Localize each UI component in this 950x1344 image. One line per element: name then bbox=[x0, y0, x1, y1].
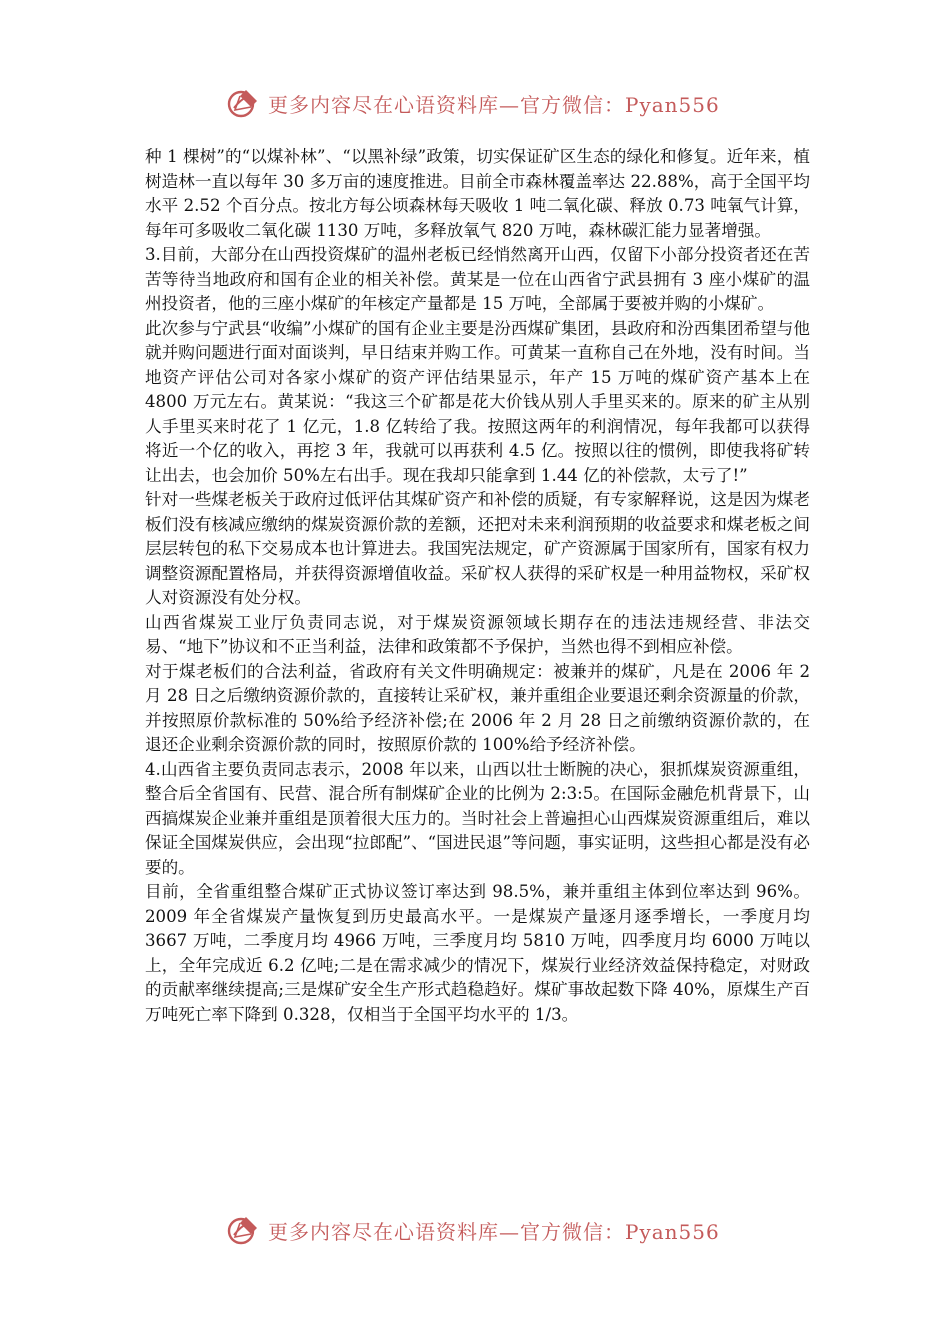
brush-pen-logo-icon bbox=[226, 1213, 260, 1247]
brush-pen-logo-icon bbox=[226, 86, 260, 120]
paragraph: 4.山西省主要负责同志表示，2008 年以来，山西以壮士断腕的决心，狠抓煤炭资源重组，整合后全省国有、民营、混合所有制煤矿企业的比例为 2:3:5。在国际金融危机背景下，山西搞煤炭企业兼并重组是顶着很大压力的。当时社会上普遍担心山西煤炭资源重组后，难以保证全国煤炭供应，会出现“拉郎配”、“国进民退”等问题，事实证明，这些担心都是没有必要的。 bbox=[145, 759, 810, 877]
paragraph: 此次参与宁武县“收编”小煤矿的国有企业主要是汾西煤矿集团，县政府和汾西集团希望与他就并购问题进行面对面谈判，早日结束并购工作。可黄某一直称自己在外地，没有时间。当地资产评估公司对各家小煤矿的资产评估结果显示，年产 15 万吨的煤矿资产基本上在 4800 万元左右。黄某说：“我这三个矿都是花大价钱从别人手里买来的。原来的矿主从别人手里买来时花了 1 亿元，1.8 亿转给了我。按照这两年的利润情况，每年我都可以获得将近一个亿的收入，再挖 3 年，我就可以再获利 4.5 亿。按照以往的惯例，即使我将矿转让出去，也会加价 50%左右出手。现在我却只能拿到 1.44 亿的补偿款，太亏了!” bbox=[145, 318, 810, 485]
paragraph: 目前，全省重组整合煤矿正式协议签订率达到 98.5%，兼并重组主体到位率达到 96%。2009 年全省煤炭产量恢复到历史最高水平。一是煤炭产量逐月逐季增长，一季度月均 3667 万吨，二季度月均 4966 万吨，三季度月均 5810 万吨，四季度月均 6000 万吨以上，全年完成近 6.2 亿吨;二是在需求减少的情况下，煤炭行业经济效益保持稳定，对财政的贡献率继续提高;三是煤矿安全生产形式趋稳趋好。煤矿事故起数下降 40%，原煤生产百万吨死亡率下降到 0.328，仅相当于全国平均水平的 1/3。 bbox=[145, 882, 810, 1024]
article-body bbox=[145, 145, 810, 1027]
paragraph: 对于煤老板们的合法利益，省政府有关文件明确规定：被兼并的煤矿，凡是在 2006 年 2 月 28 日之后缴纳资源价款的，直接转让采矿权，兼并重组企业要退还剩余资源量的价款，并按照原价款标准的 50%给予经济补偿;在 2006 年 2 月 28 日之前缴纳资源价款的，在退还企业剩余资源价款的同时，按照原价款的 100%给予经济补偿。 bbox=[145, 661, 810, 754]
paragraph: 针对一些煤老板关于政府过低评估其煤矿资产和补偿的质疑，有专家解释说，这是因为煤老板们没有核减应缴纳的煤炭资源价款的差额，还把对未来利润预期的收益要求和煤老板之间层层转包的私下交易成本也计算进去。我国宪法规定，矿产资源属于国家所有，国家有权力调整资源配置格局，并获得资源增值收益。采矿权人获得的采矿权是一种用益物权，采矿权人对资源没有处分权。 bbox=[145, 490, 810, 607]
paragraph: 3.目前，大部分在山西投资煤矿的温州老板已经悄然离开山西，仅留下小部分投资者还在苦苦等待当地政府和国有企业的相关补偿。黄某是一位在山西省宁武县拥有 3 座小煤矿的温州投资者，他的三座小煤矿的年核定产量都是 15 万吨，全部属于要被并购的小煤矿。 bbox=[145, 245, 810, 313]
header-banner bbox=[226, 86, 726, 120]
paragraph: 山西省煤炭工业厅负责同志说，对于煤炭资源领域长期存在的违法违规经营、非法交易、“地下”协议和不正当利益，法律和政策都不予保护，当然也得不到相应补偿。 bbox=[145, 612, 810, 656]
paragraph: 种 1 棵树”的“以煤补林”、“以黑补绿”政策，切实保证矿区生态的绿化和修复。近年来，植树造林一直以每年 30 多万亩的速度推进。目前全市森林覆盖率达 22.88%，高于全国平均水平 2.52 个百分点。按北方每公顷森林每天吸收 1 吨二氧化碳、释放 0.73 吨氧气计算，每年可多吸收二氧化碳 1130 万吨，多释放氧气 820 万吨，森林碳汇能力显著增强。 bbox=[145, 147, 810, 240]
footer-banner-text: 更多内容尽在心语资料库—官方微信：Pyan556 bbox=[268, 1219, 720, 1244]
footer-banner bbox=[226, 1213, 726, 1247]
header-banner-text: 更多内容尽在心语资料库—官方微信：Pyan556 bbox=[268, 92, 720, 117]
